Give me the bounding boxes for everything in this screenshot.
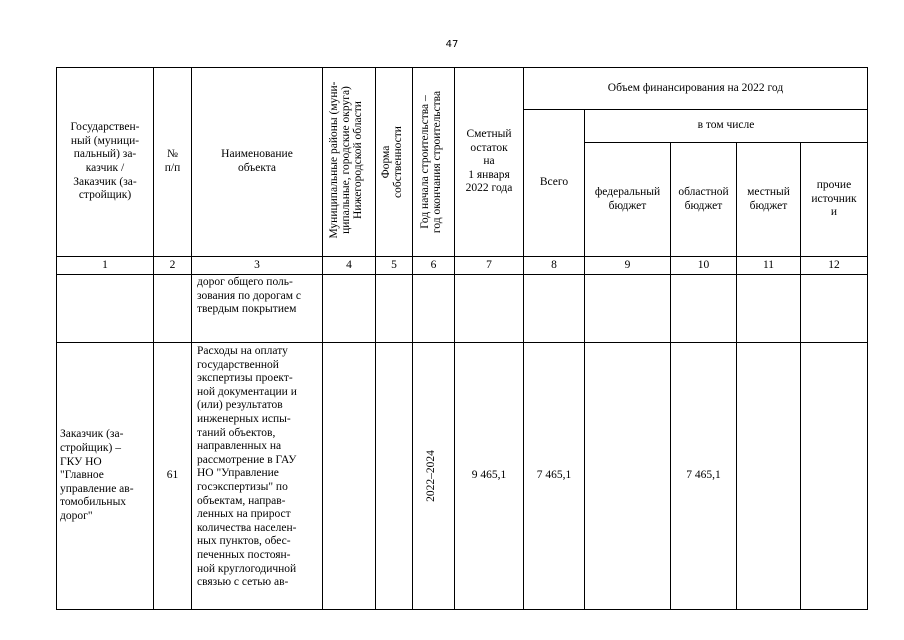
table-cell-total: 7 465,1: [536, 469, 572, 482]
header-regional-budget: областной бюджет: [678, 185, 729, 212]
column-number: 12: [828, 258, 840, 271]
table-cell-regional-budget: 7 465,1: [686, 469, 721, 482]
table-cell-customer: Заказчик (за- стройщик) – ГКУ НО "Главное управление ав- томобильных дорог": [60, 428, 134, 522]
header-construction-years: Год начала строительства – год окончания строительства: [419, 90, 443, 234]
column-number: 10: [697, 258, 710, 271]
table-cell-estimated-balance: 9 465,1: [471, 469, 507, 482]
column-number: 11: [762, 258, 775, 271]
column-number: 2: [169, 258, 176, 271]
header-ownership-form: Форма собственности: [380, 126, 404, 198]
column-number: 5: [391, 258, 397, 271]
column-number: 8: [551, 258, 557, 271]
header-customer: Государствен- ный (муници- пальный) за- казчик / Заказчик (за- стройщик): [70, 121, 140, 202]
column-number: 9: [624, 258, 631, 271]
header-total: Всего: [539, 176, 569, 189]
column-number: 4: [346, 258, 352, 271]
header-federal-budget: федеральный бюджет: [594, 185, 661, 212]
header-estimated-balance: Сметный остаток на 1 января 2022 года: [465, 128, 513, 195]
header-other-sources: прочие источник и: [811, 179, 857, 219]
header-number: № п/п: [164, 148, 181, 174]
column-number: 6: [430, 258, 437, 271]
header-municipal-districts: Муниципальные районы (муни- ципальные, городские округа) Нижегородской области: [328, 81, 364, 239]
header-including: в том числе: [697, 119, 755, 132]
column-number: 1: [102, 258, 108, 271]
table-cell-object-name: дорог общего поль- зования по дорогам с твердым покрытием: [197, 276, 302, 316]
header-object-name: Наименование объекта: [221, 148, 293, 174]
page-number: 47: [445, 39, 459, 50]
column-number: 3: [254, 258, 260, 271]
header-local-budget: местный бюджет: [747, 185, 790, 212]
table-cell-construction-years: 2022–2024: [425, 450, 437, 502]
table-cell-number: 61: [166, 469, 179, 482]
header-funding-2022: Объем финансирования на 2022 год: [607, 81, 784, 94]
column-number: 7: [486, 258, 492, 271]
table-cell-object-name: Расходы на оплату государственной экспертизы проект- ной документации и (или) результатов инженерных испы- таний объектов, направленных на рассмотрение в ГАУ НО "Управление госэкспертизы" по объектам, направ- ленных на прирост количества населен- ных пунктов, обес- печенных постоян- ной круглогодичной связью с сетью ав-: [197, 345, 297, 589]
